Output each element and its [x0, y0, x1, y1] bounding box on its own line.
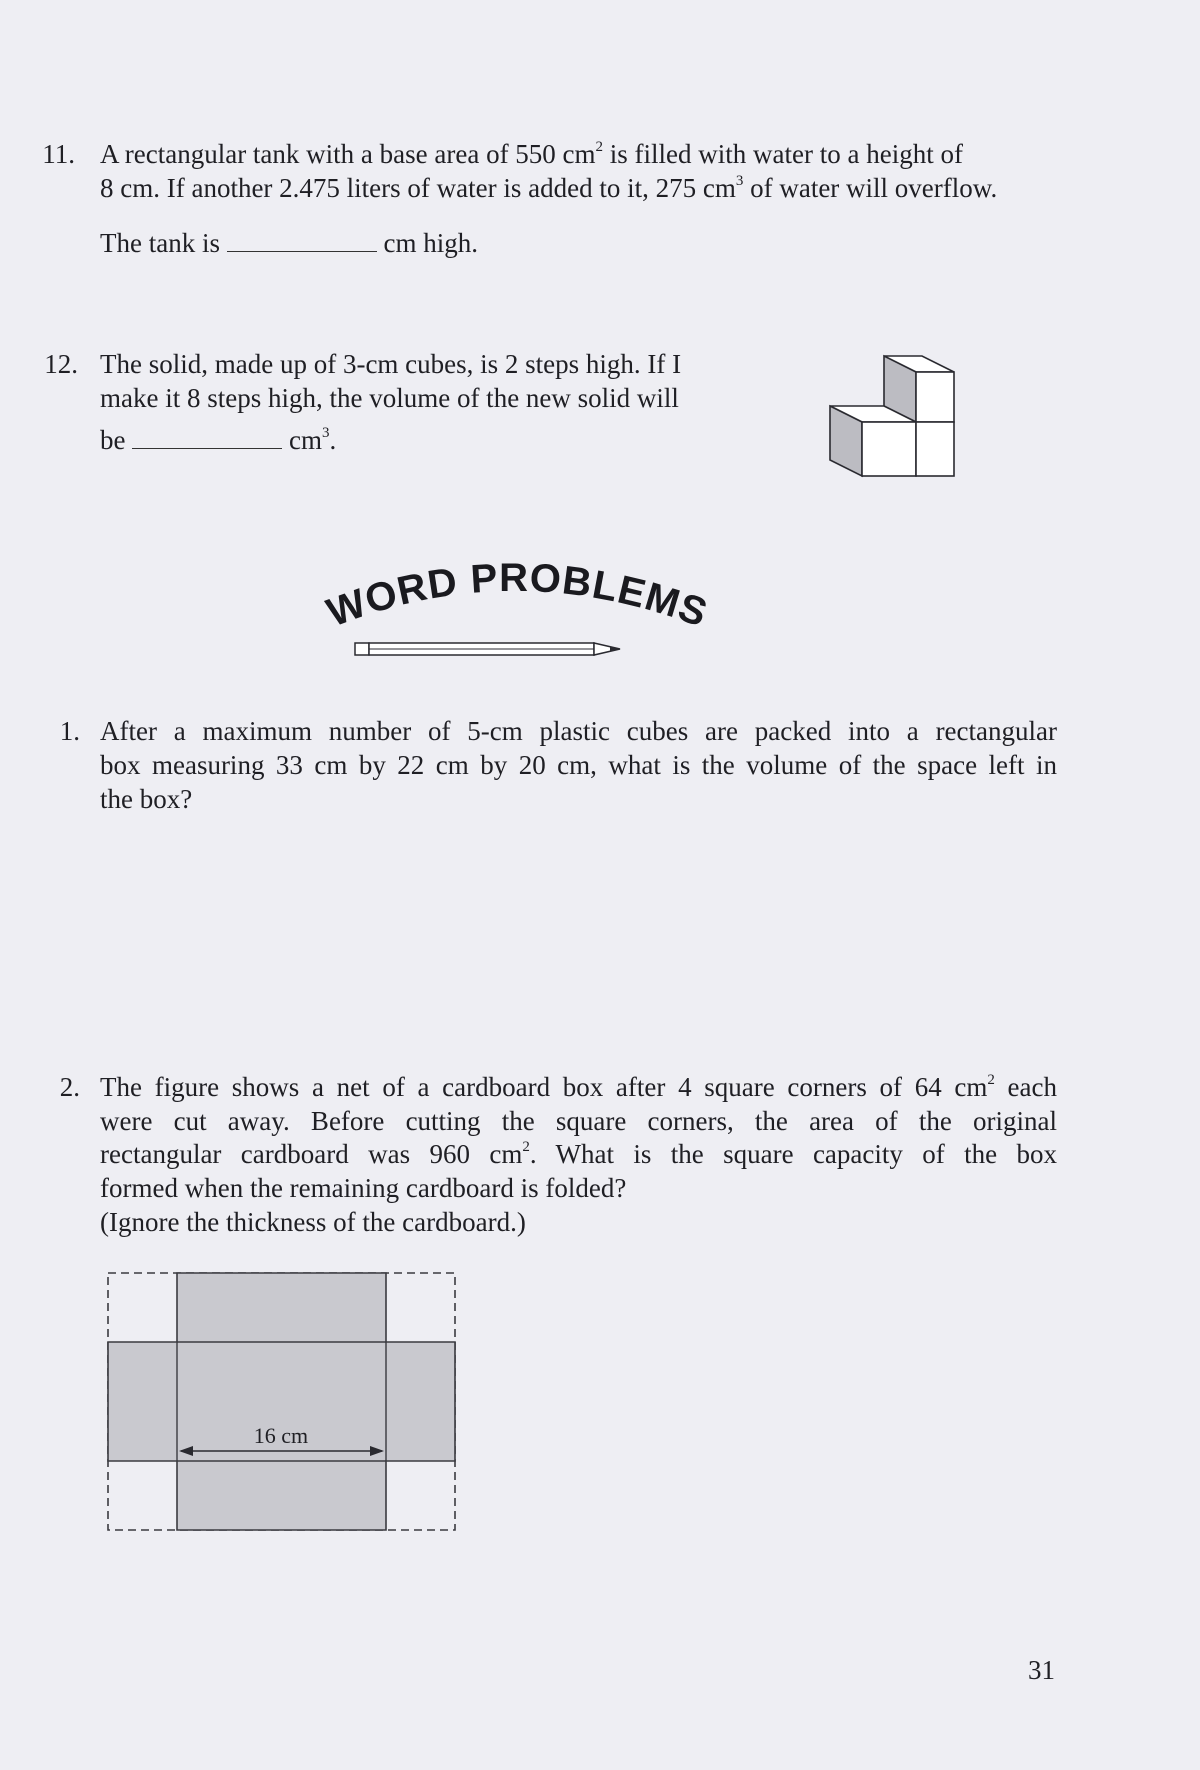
- problem-text-line: were cut away. Before cutting the square corners, the area of the original: [100, 1106, 1057, 1136]
- cube-front-face: [862, 422, 916, 476]
- problem-text-line: (Ignore the thickness of the cardboard.): [100, 1207, 526, 1237]
- problem-text-line: formed when the remaining cardboard is folded?: [100, 1173, 627, 1203]
- section-title: WORD PROBLEMS: [321, 555, 714, 636]
- problem-number: 2.: [59, 1072, 80, 1102]
- problem-text-line: The figure shows a net of a cardboard box after 4 square corners of 64 $cm^2$ each: [100, 1072, 1057, 1102]
- stepped-cube-solid-figure: [820, 350, 970, 480]
- word-problems-heading: [300, 555, 730, 665]
- cube-front-face: [916, 422, 954, 476]
- question-number: 12.: [44, 349, 78, 379]
- dimension-label: 16 cm: [253, 1423, 309, 1448]
- pencil-icon: [355, 643, 620, 655]
- question-text-line: 8 cm. If another 2.475 liters of water is added to it, 275 $cm^3$ of water will overflow.: [100, 173, 998, 203]
- problem-text-line: rectangular cardboard was 960 $cm^2$. What is the square capacity of the box: [100, 1139, 1057, 1169]
- question-text-line: be $cm^3$.: [100, 425, 337, 455]
- question-text-line: The tank is cm high.: [100, 228, 478, 258]
- problem-number: 1.: [59, 716, 80, 746]
- question-text-line: The solid, made up of 3-cm cubes, is 2 steps high. If I: [100, 349, 682, 379]
- cardboard-net-figure: [105, 1270, 460, 1535]
- cardboard-net: [108, 1273, 455, 1530]
- answer-blank[interactable]: [227, 251, 377, 252]
- page-number: 31: [1028, 1655, 1055, 1685]
- problem-text-line: box measuring 33 cm by 22 cm by 20 cm, what is the volume of the space left in: [100, 750, 1057, 780]
- answer-blank[interactable]: [132, 448, 282, 449]
- question-text-line: A rectangular tank with a base area of 550 $cm^2$ is filled with water to a height of: [100, 139, 963, 169]
- cube-front-face: [916, 372, 954, 422]
- question-number: 11.: [42, 139, 75, 169]
- problem-text-line: After a maximum number of 5-cm plastic cubes are packed into a rectangular: [100, 716, 1057, 746]
- problem-text-line: the box?: [100, 784, 193, 814]
- question-text-line: make it 8 steps high, the volume of the new solid will: [100, 383, 679, 413]
